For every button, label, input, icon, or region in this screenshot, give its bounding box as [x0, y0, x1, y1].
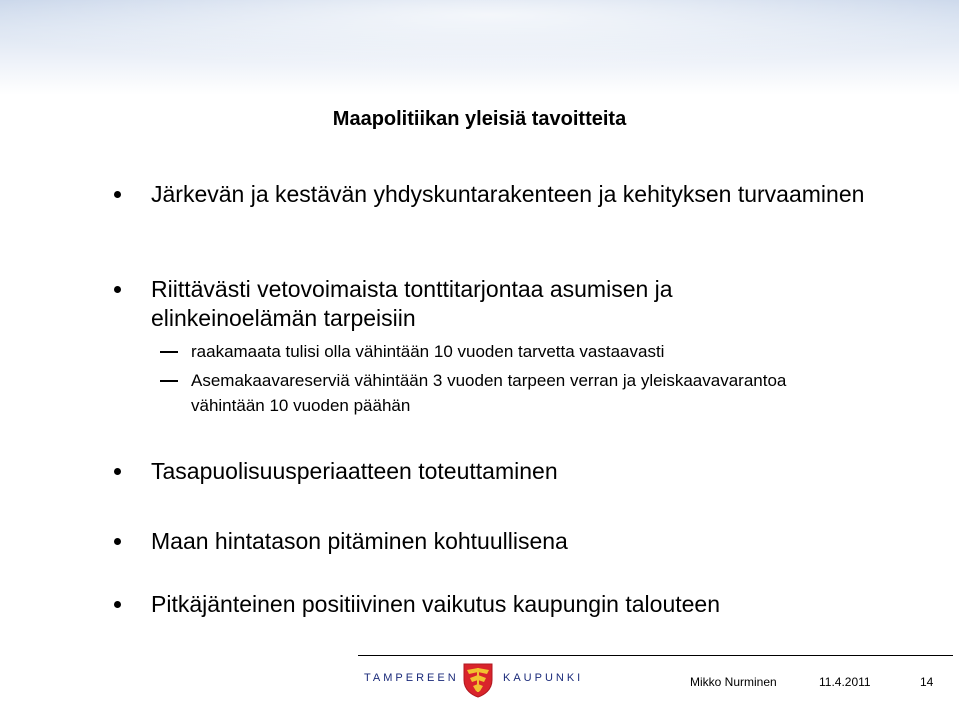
page-number: 14 — [920, 675, 934, 689]
sub-bullet-text: raakamaata tulisi olla vähintään 10 vuoden tarvetta vastaavasti — [191, 342, 665, 361]
tampere-coat-of-arms-icon — [462, 662, 494, 698]
bullet-dot-icon — [114, 191, 121, 198]
brand-text-left: TAMPEREEN — [364, 672, 459, 684]
bullet-text: Pitkäjänteinen positiivinen vaikutus kaupungin talouteen — [151, 591, 721, 617]
dash-icon — [160, 351, 178, 353]
sub-bullet-text: Asemakaavareserviä vähintään 3 vuoden tarpeen verran ja yleiskaavavarantoa vähintään 10 vuoden päähän — [191, 371, 787, 415]
footer-date: 11.4.2011 — [819, 675, 871, 689]
header-gradient-band — [0, 0, 959, 95]
bullet-dot-icon — [114, 538, 121, 545]
dash-icon — [160, 380, 178, 382]
bullet-text: Riittävästi vetovoimaista tonttitarjontaa asumisen ja elinkeinoelämän tarpeisiin — [151, 276, 673, 331]
bullet-text: Tasapuolisuusperiaatteen toteuttaminen — [151, 458, 558, 484]
bullet-dot-icon — [114, 601, 121, 608]
brand-text-right: KAUPUNKI — [503, 672, 584, 684]
bullet-dot-icon — [114, 468, 121, 475]
footer-divider — [358, 655, 953, 656]
bullet-text: Järkevän ja kestävän yhdyskuntarakenteen ja kehityksen turvaaminen — [151, 181, 865, 207]
slide-title: Maapolitiikan yleisiä tavoitteita — [332, 108, 627, 130]
bullet-text: Maan hintatason pitäminen kohtuullisena — [151, 528, 568, 554]
footer-author: Mikko Nurminen — [690, 675, 777, 689]
bullet-dot-icon — [114, 286, 121, 293]
